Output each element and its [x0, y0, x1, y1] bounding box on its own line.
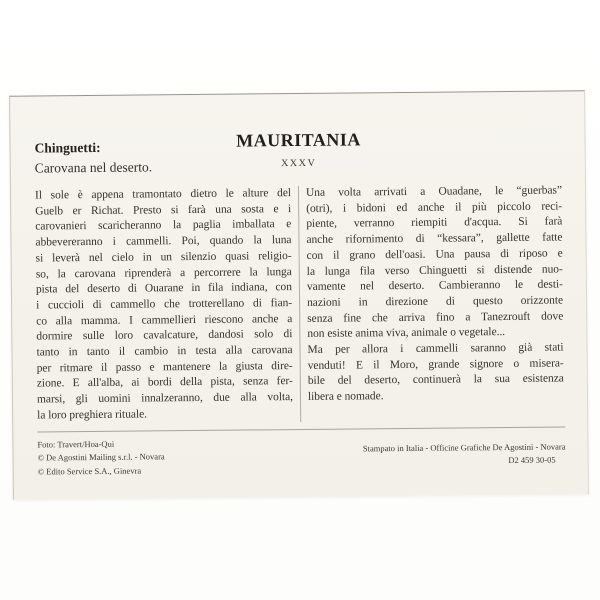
text-line: anche rifornimento di “kessara”, gallette fatte	[306, 231, 563, 247]
text-line: abbevereranno i cammelli. Poi, quando la luna	[35, 234, 292, 249]
footer-row	[37, 433, 565, 479]
text-line: senza fine che arriva fino a Tanezrouft dove	[307, 310, 564, 325]
text-line: piente, verranno riempiti d'acqua. Si farà	[306, 215, 563, 231]
credit-line: © Edito Service S.A., Ginevra	[37, 465, 142, 477]
credit-line: © De Agostini Mailing s.r.l. - Novara	[37, 451, 165, 463]
column-divider	[298, 186, 301, 422]
country-title: MAURITANIA	[236, 129, 361, 151]
text-line: tanto in tanto il cambio in testa alla carovana	[36, 344, 293, 359]
right-text-column	[306, 183, 564, 421]
text-line: (otri), i bidoni ed anche il più piccolo reci-	[306, 200, 563, 215]
text-line: Guelb er Richat. Presto si farà una sosta e i	[35, 202, 292, 218]
text-line: la loro preghiera rituale.	[37, 408, 148, 422]
text-line: so, la carovana riprenderà a percorrere la lunga	[35, 265, 292, 281]
text-line: marsi, gli uomini innalzeranno, due alla volta,	[36, 391, 294, 406]
text-line: dormire sulle loro cavalcature, dandosi solo di	[36, 328, 293, 343]
text-line: venduti! E il Moro, grande signore o misera-	[307, 357, 564, 372]
postcard-header	[34, 91, 563, 188]
text-line: i cuccioli di cammello che trotterellano di fian-	[36, 296, 293, 312]
text-line: non esiste anima viva, animale o vegetale...	[307, 326, 506, 341]
text-line: pista del deserto di Ouarane in fila indiana, con	[35, 281, 292, 296]
header-center-block	[34, 127, 562, 171]
text-line: carovanieri scaricheranno la paglia imballata e	[35, 218, 292, 233]
credit-line: Foto: Travert/Hoa-Qui	[37, 438, 115, 450]
text-line: bile del deserto, continuerà la sua esistenza	[307, 372, 564, 388]
text-line: nazioni in direzione di questo orizzonte	[307, 294, 564, 309]
credits-block	[37, 437, 164, 479]
postcard-body	[35, 183, 565, 424]
text-line: si leverà nel cielo in un silenzio quasi religio-	[35, 249, 292, 265]
postcard-back	[9, 90, 589, 500]
text-line: con il grano dell'oasi. Una pausa di riposo e	[306, 247, 563, 262]
postcard-footer	[37, 426, 565, 479]
text-line: vamente nel deserto. Cambieranno le desti-	[306, 278, 563, 294]
place-title: Chinguetti:	[34, 139, 101, 156]
print-code: D2 459 30-05	[508, 454, 556, 465]
text-line: la lunga fila verso Chinguetti si distende nuo-	[306, 262, 563, 278]
text-line: zione. E all'alba, ai bordi della pista, senza fer-	[36, 375, 293, 390]
text-line: Ma per allora i cammelli saranno già stati	[307, 341, 564, 356]
text-line: co alla mamma. I cammellieri riescono anche a	[36, 312, 293, 328]
printing-block	[363, 440, 566, 475]
text-line: Il sole è appena tramontato dietro le alture del	[34, 187, 292, 202]
text-line: Una volta arrivati a Ouadane, le “guerbas”	[305, 184, 563, 199]
text-line: per ritmare il passo e mantenere la giusta dire-	[36, 359, 293, 375]
series-number: XXXV	[281, 157, 317, 170]
footer-rule	[37, 426, 565, 432]
left-text-column	[35, 186, 293, 424]
text-line: libera e nomade.	[307, 390, 384, 404]
caption-text: Carovana nel deserto.	[34, 159, 153, 176]
printer-line: Stampato in Italia - Officine Grafiche De Agostini - Novara	[362, 440, 566, 453]
